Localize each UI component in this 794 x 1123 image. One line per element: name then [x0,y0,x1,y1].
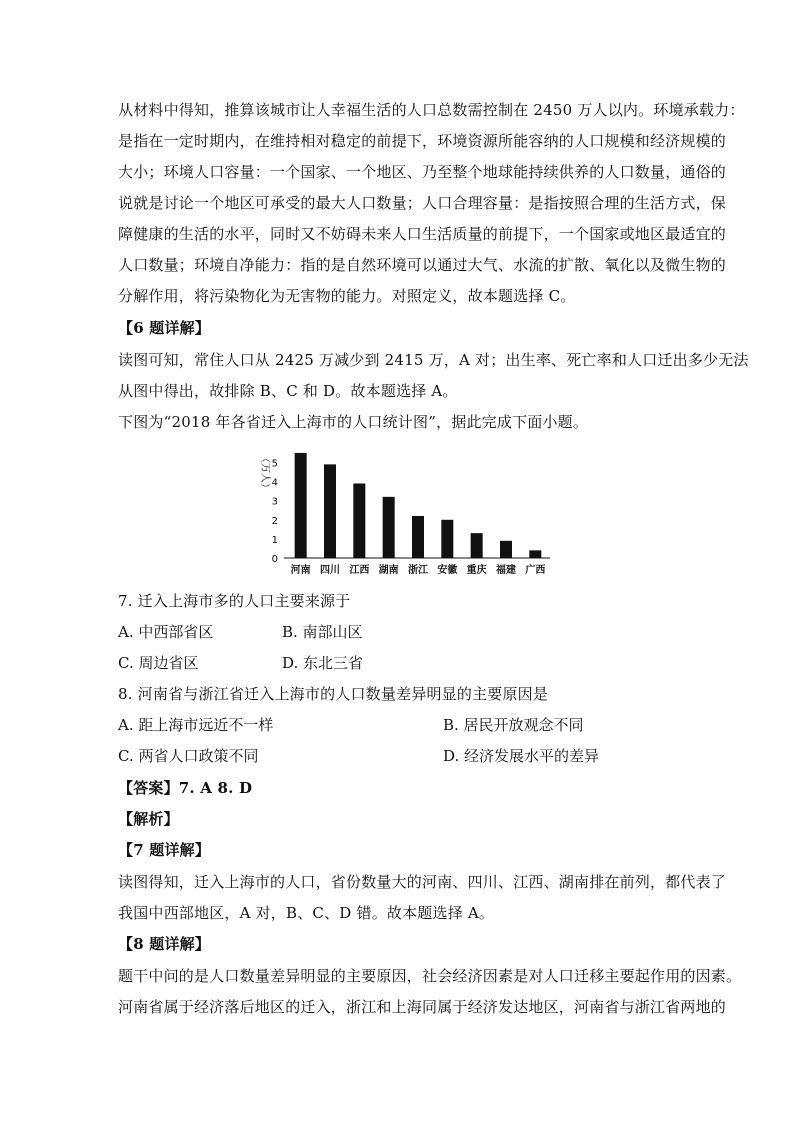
bar-福建 [500,541,512,558]
q8-heading: 【8 题详解】 [118,935,211,953]
paragraph-line: 分解作用，将污染物化为无害物的能力。对照定义，故本题选择 C。 [118,287,576,305]
bar-series [295,453,542,558]
bar-河南 [295,453,307,558]
paragraph-line: 大小；环境人口容量：一个国家、一个地区、乃至整个地球能持续供养的人口数量，通俗的 [118,163,727,181]
paragraph-line: 说就是讨论一个地区可承受的最大人口数量；人口合理容量：是指按照合理的生活方式，保 [118,194,727,212]
paragraph-line: 人口数量；环境自净能力：指的是自然环境可以通过大气、水流的扩散、氧化以及微生物的 [118,256,727,274]
q8-option-a: A. 距上海市远近不一样 [118,716,274,734]
x-tick-label: 四川 [320,565,340,576]
paragraph-line: 我国中西部地区，A 对，B、C、D 错。故本题选择 A。 [118,904,495,922]
answer-line: 【答案】7. A 8. D [118,779,253,797]
paragraph-line: 读图得知，迁入上海市的人口，省份数量大的河南、四川、江西、湖南排在前列，都代表了 [118,873,727,891]
paragraph-line: 从图中得出，故排除 B、C 和 D。故本题选择 A。 [118,382,458,400]
bar-四川 [324,464,336,558]
chart-intro: 下图为“2018 年各省迁入上海市的人口统计图”，据此完成下面小题。 [118,413,589,431]
paragraph-line: 障健康的生活的水平，同时又不妨碍未来人口生活质量的前提下，一个国家或地区最适宜的 [118,225,727,243]
bar-安徽 [441,520,453,558]
q7-heading: 【7 题详解】 [118,841,211,859]
x-tick-label: 浙江 [408,565,428,576]
y-tick-label: 3 [271,496,278,508]
q7-option-c: C. 周边省区 [118,654,199,672]
x-tick-label: 河南 [290,565,311,576]
q8-option-d: D. 经济发展水平的差异 [443,747,600,765]
bar-江西 [353,483,365,558]
y-tick-label: 2 [271,515,278,527]
y-tick-label: 0 [271,554,278,565]
y-tick-label: 1 [271,534,278,546]
y-tick-label: 4 [271,477,278,489]
analysis-heading: 【解析】 [118,810,179,828]
q7-stem: 7. 迁入上海市多的人口主要来源于 [118,592,351,610]
paragraph-line: 读图可知，常住人口从 2425 万减少到 2415 万，A 对；出生率、死亡率和人口迁出多少无法 [118,351,749,369]
paragraph-line: 河南省属于经济落后地区的迁入，浙江和上海同属于经济发达地区，河南省与浙江省两地的 [118,998,727,1016]
bar-chart-svg [250,445,560,585]
x-tick-label: 湖南 [378,565,399,576]
x-tick-label: 广西 [525,565,546,576]
q8-stem: 8. 河南省与浙江省迁入上海市的人口数量差异明显的主要原因是 [118,685,549,703]
x-tick-label: 重庆 [466,565,487,576]
bar-chart [250,445,560,585]
bar-浙江 [412,516,424,558]
y-tick-label: 5 [271,458,278,470]
paragraph-line: 是指在一定时期内，在维持相对稳定的前提下，环境资源所能容纳的人口规模和经济规模的 [118,132,727,150]
q7-option-d: D. 东北三省 [282,654,364,672]
bar-广西 [529,550,541,558]
x-tick-label: 安徽 [437,565,458,576]
q6-heading: 【6 题详解】 [118,319,211,337]
q7-option-a: A. 中西部省区 [118,623,214,641]
x-axis-labels [291,563,546,576]
q8-option-c: C. 两省人口政策不同 [118,747,259,765]
bar-湖南 [383,497,395,558]
paragraph-line: 题干中问的是人口数量差异明显的主要原因，社会经济因素是对人口迁移主要起作用的因素。 [118,967,742,985]
paragraph-line: 从材料中得知，推算该城市让人幸福生活的人口总数需控制在 2450 万人以内。环境承载力： [118,101,745,119]
bar-重庆 [471,533,483,558]
x-tick-label: 江西 [349,565,370,576]
q7-option-b: B. 南部山区 [282,623,363,641]
x-tick-label: 福建 [496,565,516,576]
y-axis-label: （万人） [259,453,270,493]
q8-option-b: B. 居民开放观念不同 [443,716,584,734]
